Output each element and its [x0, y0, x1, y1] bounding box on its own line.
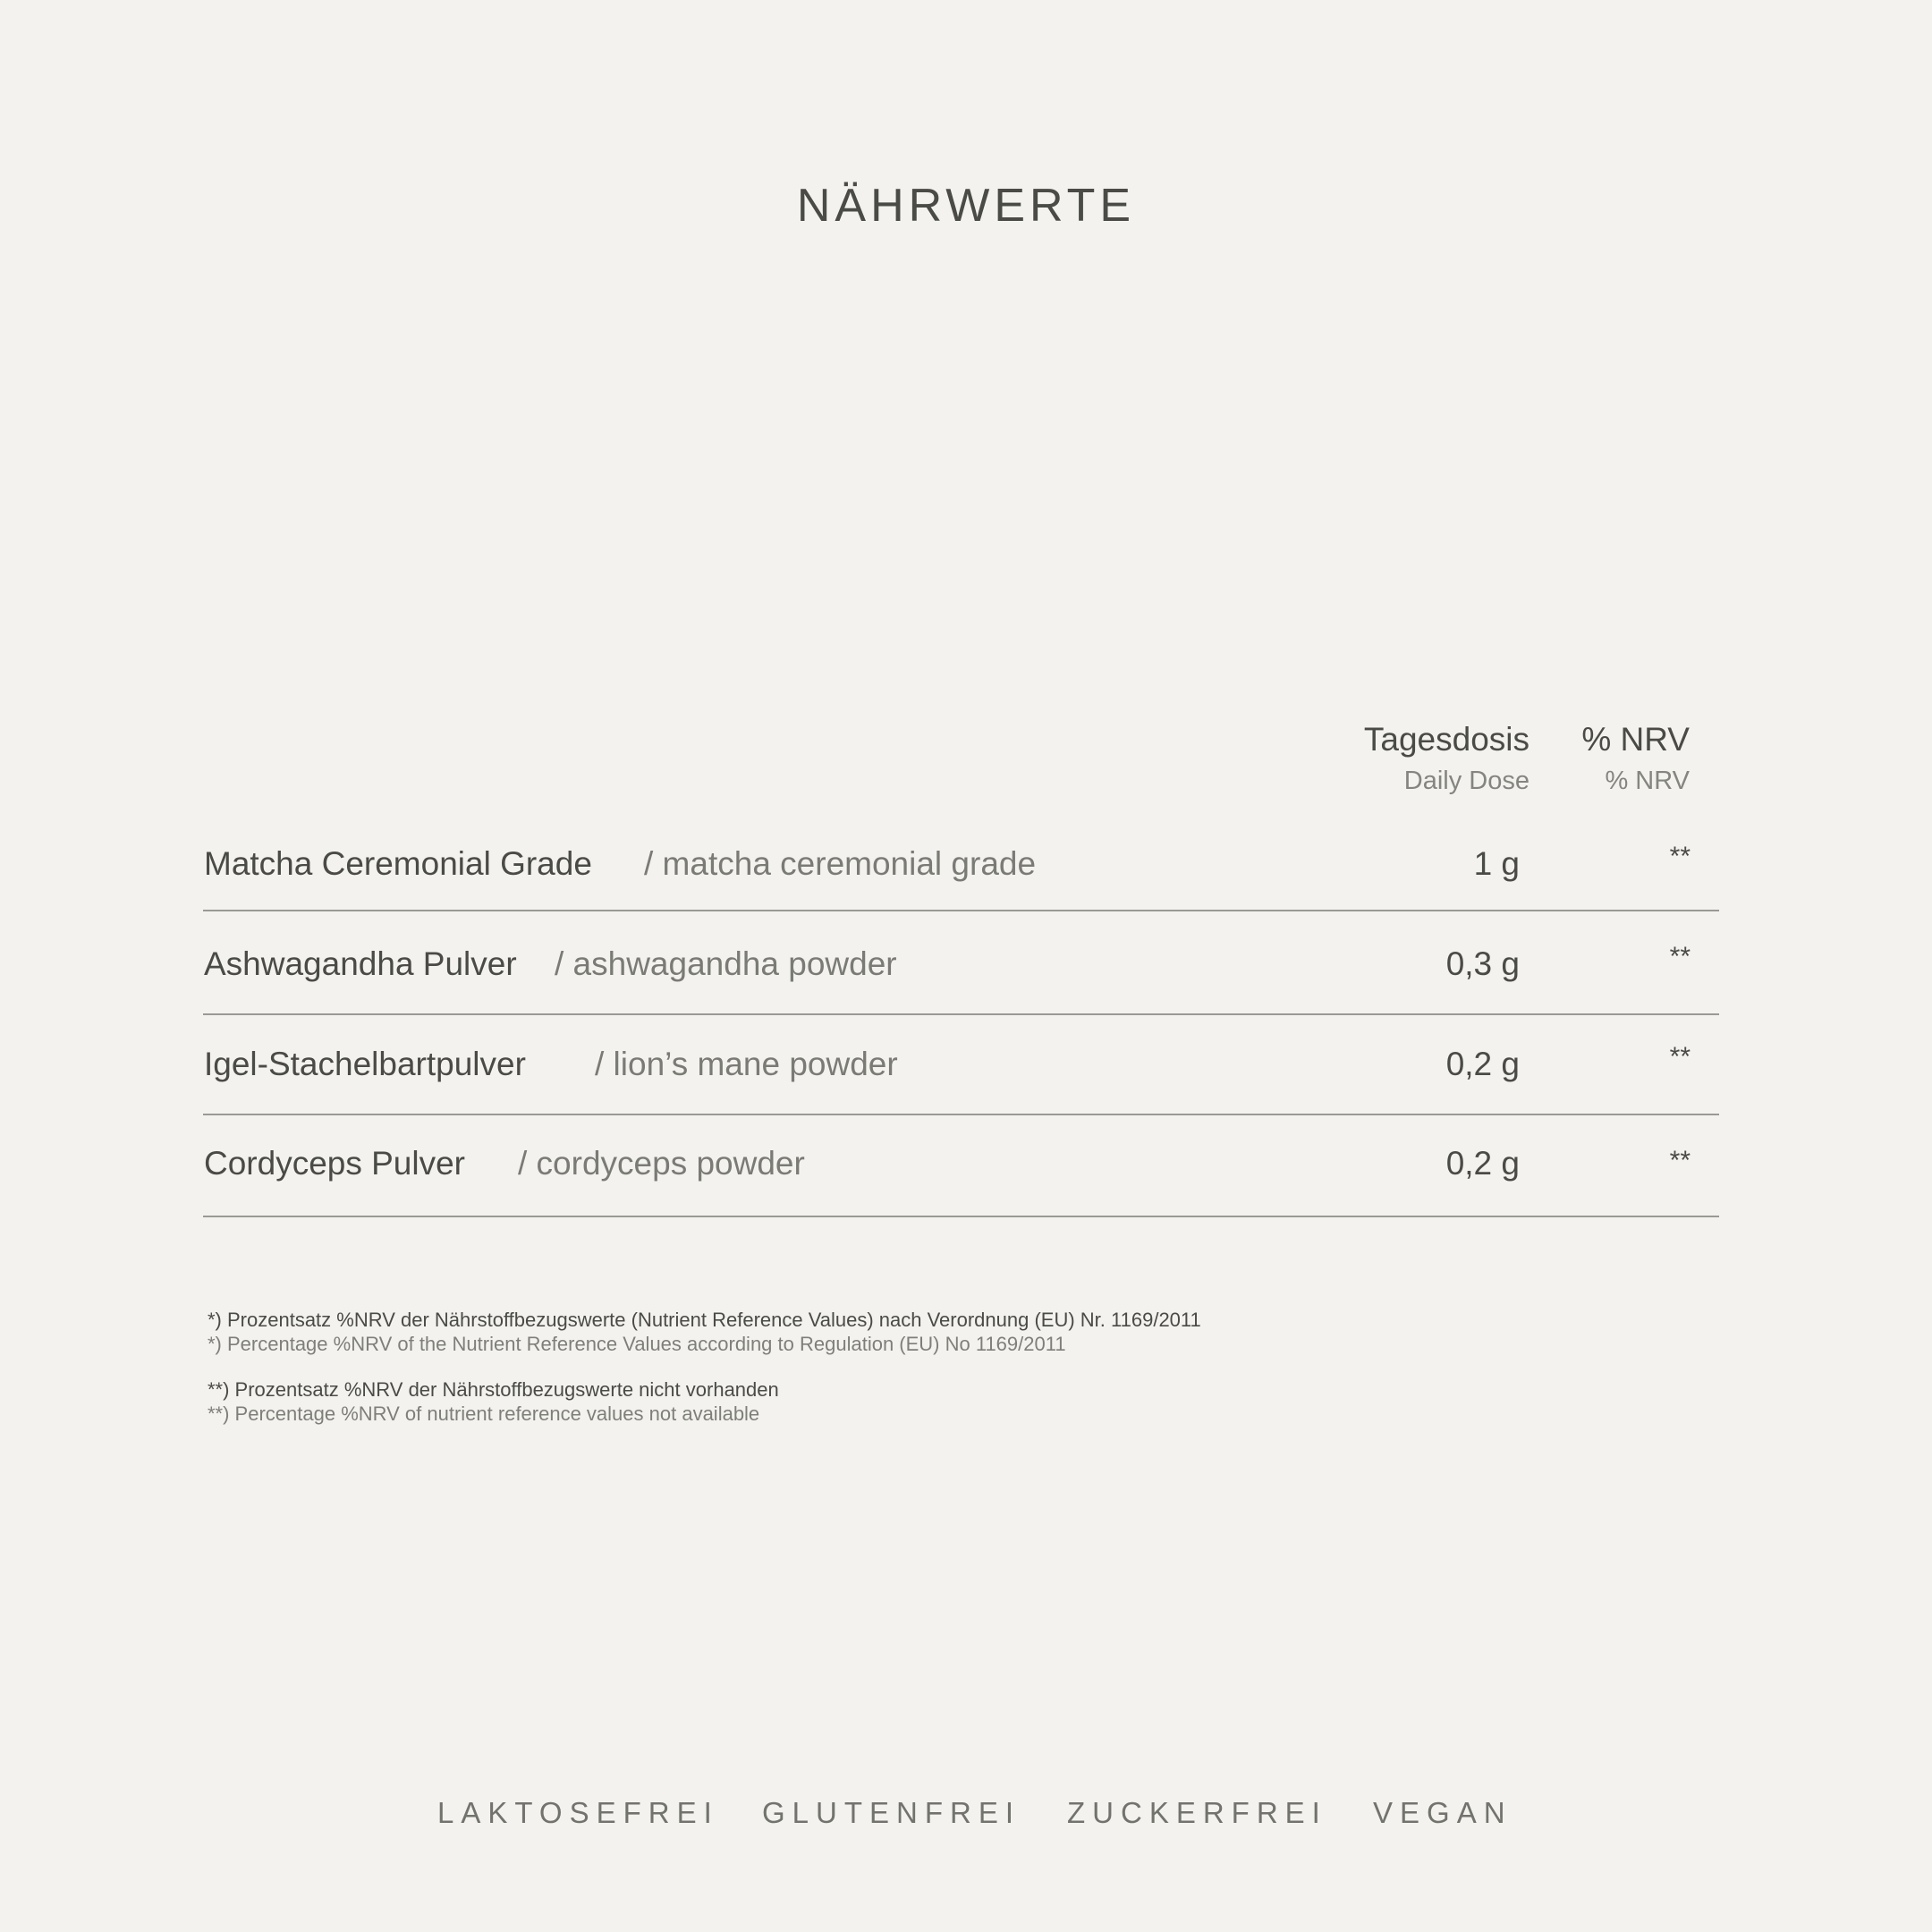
footnote-double-de: **) Prozentsatz %NRV der Nährstoffbezugswerte nicht vorhanden [208, 1378, 779, 1401]
ingredient-translation: / cordyceps powder [518, 1145, 805, 1182]
ingredient-nrv: ** [1669, 1042, 1690, 1072]
ingredient-translation: / ashwagandha powder [555, 945, 897, 982]
ingredient-translation: / matcha ceremonial grade [644, 845, 1037, 882]
ingredient-name: Cordyceps Pulver [204, 1145, 466, 1182]
dose-header-sublabel: Daily Dose [1403, 767, 1530, 795]
nrv-header-sublabel: % NRV [1605, 767, 1690, 795]
footnote-single-de: *) Prozentsatz %NRV der Nährstoffbezugswerte (Nutrient Reference Values) nach Verordnung (EU) Nr. 1169/2011 [208, 1309, 1201, 1331]
table-row [203, 1013, 1719, 1115]
badge-vegan: VEGAN [1373, 1796, 1513, 1829]
badge-laktosefrei: LAKTOSEFREI [437, 1796, 719, 1829]
ingredient-dose: 0,3 g [1445, 945, 1520, 982]
ingredient-name: Ashwagandha Pulver [204, 945, 517, 982]
ingredient-dose: 0,2 g [1445, 1046, 1520, 1082]
diet-badges [0, 1796, 1932, 1835]
table-row [203, 1114, 1719, 1217]
footnotes [208, 1308, 1201, 1426]
ingredient-translation: / lion’s mane powder [595, 1046, 898, 1082]
page-title: NÄHRWERTE [796, 180, 1136, 232]
table-row [203, 910, 1719, 1015]
dose-header-label: Tagesdosis [1363, 721, 1530, 758]
table-row [203, 842, 1719, 911]
ingredient-dose: 0,2 g [1445, 1145, 1520, 1182]
ingredient-nrv: ** [1669, 1146, 1690, 1175]
footnote-single-en: *) Percentage %NRV of the Nutrient Reference Values according to Regulation (EU) No 1169/2011 [208, 1333, 1066, 1355]
ingredient-name: Matcha Ceremonial Grade [204, 845, 592, 882]
column-header-nrv [1581, 723, 1690, 794]
ingredient-name: Igel-Stachelbartpulver [204, 1046, 526, 1082]
ingredient-dose: 1 g [1473, 845, 1520, 882]
badge-zuckerfrei: ZUCKERFREI [1067, 1796, 1327, 1829]
ingredient-nrv: ** [1669, 842, 1690, 871]
footnote-double-en: **) Percentage %NRV of nutrient reference values not available [208, 1402, 760, 1425]
nrv-header-label: % NRV [1581, 721, 1690, 758]
column-header-dose [1364, 723, 1530, 794]
badge-glutenfrei: GLUTENFREI [762, 1796, 1021, 1829]
ingredient-nrv: ** [1669, 942, 1690, 971]
